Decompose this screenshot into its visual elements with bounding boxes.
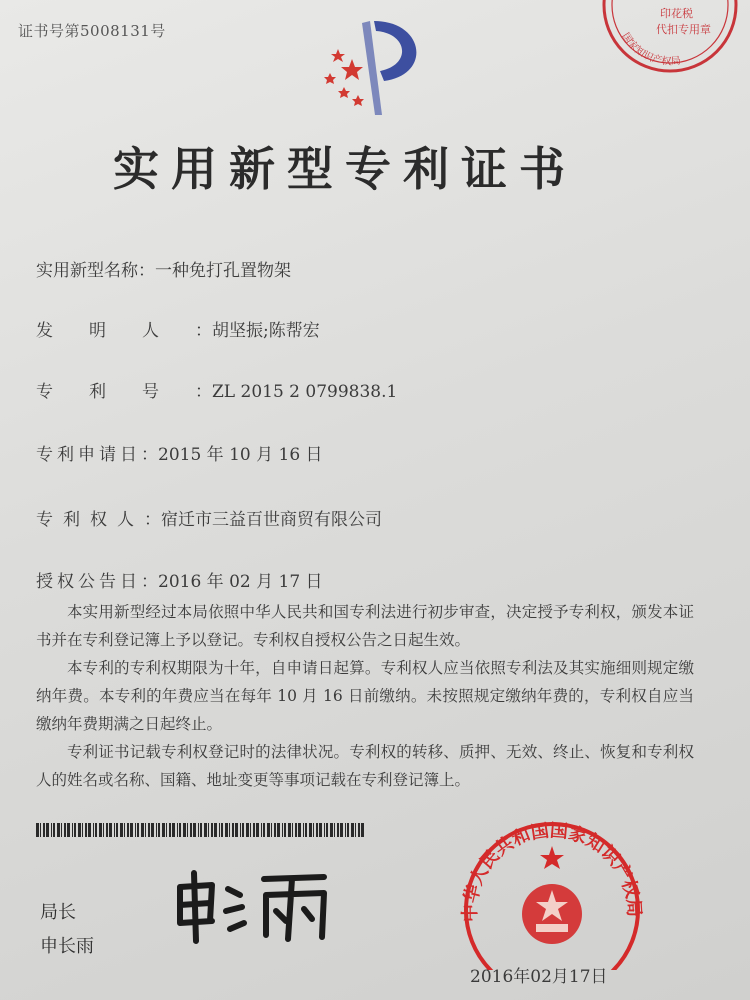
barcode-bar xyxy=(183,823,186,837)
barcode-bar xyxy=(187,823,188,837)
barcode-bar xyxy=(211,823,213,837)
barcode-bar xyxy=(277,823,280,837)
barcode-bar xyxy=(57,823,60,837)
barcode-bar xyxy=(361,823,364,837)
field-label: 专利申请日 xyxy=(36,445,141,465)
certificate-number: 证书号第5008131号 xyxy=(18,22,166,40)
barcode-bar xyxy=(82,823,83,837)
barcode-bar xyxy=(330,823,333,837)
barcode-bar xyxy=(78,823,81,837)
barcode-bar xyxy=(298,823,301,837)
barcode-bar xyxy=(40,823,41,837)
barcode-bar xyxy=(256,823,259,837)
paragraph: 专利证书记载专利权登记时的法律状况。专利权的转移、质押、无效、终止、恢复和专利权人的姓名或名称、国籍、地址变更等事项记载在专利登记簿上。 xyxy=(36,743,694,789)
barcode-bar xyxy=(313,823,314,837)
svg-text:中华人民共和国国家知识产权局: 中华人民共和国国家知识产权局 xyxy=(459,820,645,923)
barcode-bar xyxy=(337,823,339,837)
director-name: 申长雨 xyxy=(40,936,94,957)
field-label: 实用新型名称 xyxy=(36,261,138,281)
field-label: 发明人 xyxy=(36,321,195,341)
barcode-bar xyxy=(263,823,265,837)
barcode-bar xyxy=(235,823,238,837)
barcode-bar xyxy=(232,823,234,837)
barcode-bar xyxy=(326,823,328,837)
barcode-bar xyxy=(261,823,262,837)
barcode-bar xyxy=(345,823,346,837)
certificate-body xyxy=(36,598,694,794)
barcode-bar xyxy=(225,823,228,837)
field-value: 胡坚振;陈帮宏 xyxy=(212,321,320,341)
barcode-bar xyxy=(162,823,165,837)
svg-text:印花税: 印花税 xyxy=(660,7,693,20)
barcode-bar xyxy=(61,823,62,837)
barcode-bar xyxy=(64,823,66,837)
field-grant-date: 授权公告日：2016 年 02 月 17 日 xyxy=(36,567,323,592)
barcode-bar xyxy=(271,823,272,837)
barcode-bar xyxy=(116,823,118,837)
barcode-bar xyxy=(43,823,45,837)
barcode-bar xyxy=(46,823,49,837)
barcode-bar xyxy=(166,823,167,837)
field-value: 2016 年 02 月 17 日 xyxy=(158,572,323,592)
barcode-bar xyxy=(51,823,52,837)
barcode-bar xyxy=(292,823,293,837)
official-seal xyxy=(452,810,652,974)
barcode-bar xyxy=(179,823,181,837)
cnipa-logo xyxy=(300,15,440,119)
field-label: 授权公告日 xyxy=(36,572,141,592)
barcode-bar xyxy=(151,823,154,837)
barcode-bar xyxy=(99,823,102,837)
barcode-bar xyxy=(200,823,202,837)
barcode-bar xyxy=(282,823,283,837)
barcode-bar xyxy=(204,823,207,837)
barcode-bar xyxy=(358,823,360,837)
barcode-bar xyxy=(190,823,192,837)
barcode-bar xyxy=(208,823,209,837)
barcode-bar xyxy=(36,823,39,837)
barcode-bar xyxy=(93,823,94,837)
barcode-bar xyxy=(305,823,307,837)
barcode-bar xyxy=(172,823,175,837)
barcode-bar xyxy=(158,823,160,837)
barcode-bar xyxy=(250,823,251,837)
field-value: ZL 2015 2 0799838.1 xyxy=(212,382,398,402)
barcode-bar xyxy=(214,823,217,837)
barcode-bar xyxy=(88,823,91,837)
barcode-bar xyxy=(67,823,70,837)
barcode-bar xyxy=(109,823,112,837)
barcode-bar xyxy=(114,823,115,837)
barcode-bar xyxy=(316,823,318,837)
barcode-bar xyxy=(130,823,133,837)
barcode-bar xyxy=(156,823,157,837)
director-signature xyxy=(160,865,360,949)
barcode-bar xyxy=(295,823,297,837)
director-title: 局长 xyxy=(40,902,76,923)
barcode-bar xyxy=(229,823,230,837)
barcode-bar xyxy=(135,823,136,837)
barcode-bar xyxy=(284,823,286,837)
barcode-bar xyxy=(240,823,241,837)
certificate-title: 实用新型专利证书 xyxy=(113,142,577,196)
barcode-bar xyxy=(145,823,146,837)
barcode-bar xyxy=(242,823,244,837)
barcode-bar xyxy=(124,823,125,837)
barcode-bar xyxy=(355,823,356,837)
field-value: 一种免打孔置物架 xyxy=(155,261,291,281)
barcode-bar xyxy=(137,823,139,837)
barcode-bar xyxy=(72,823,73,837)
barcode xyxy=(36,822,366,841)
paragraph: 本实用新型经过本局依照中华人民共和国专利法进行初步审查，决定授予专利权，颁发本证书并在专利登记簿上予以登记。专利权自授权公告之日起生效。 xyxy=(36,603,694,649)
field-patentee: 专利权人：宿迁市三益百世商贸有限公司 xyxy=(36,505,382,530)
barcode-bar xyxy=(169,823,171,837)
barcode-bar xyxy=(95,823,97,837)
barcode-bar xyxy=(334,823,335,837)
svg-text:国家知识产权局: 国家知识产权局 xyxy=(619,31,682,68)
tax-stamp xyxy=(598,0,748,81)
barcode-bar xyxy=(106,823,108,837)
field-value: 宿迁市三益百世商贸有限公司 xyxy=(161,510,382,530)
field-label: 专利权人 xyxy=(36,510,144,530)
barcode-bar xyxy=(103,823,104,837)
barcode-bar xyxy=(340,823,343,837)
barcode-bar xyxy=(351,823,354,837)
seal-date: 2016年02月17日 xyxy=(470,967,608,987)
barcode-bar xyxy=(253,823,255,837)
barcode-bar xyxy=(193,823,196,837)
barcode-bar xyxy=(85,823,87,837)
field-inventor: 发明人：胡坚振;陈帮宏 xyxy=(36,316,320,341)
barcode-bar xyxy=(246,823,249,837)
barcode-bar xyxy=(221,823,223,837)
barcode-bar xyxy=(274,823,276,837)
barcode-bar xyxy=(347,823,349,837)
barcode-bar xyxy=(288,823,291,837)
barcode-bar xyxy=(177,823,178,837)
barcode-bar xyxy=(141,823,144,837)
barcode-bar xyxy=(148,823,150,837)
barcode-bar xyxy=(267,823,270,837)
field-name: 实用新型名称：一种免打孔置物架 xyxy=(36,256,291,281)
barcode-bar xyxy=(127,823,129,837)
barcode-bar xyxy=(198,823,199,837)
barcode-bar xyxy=(219,823,220,837)
barcode-bar xyxy=(120,823,123,837)
field-value: 2015 年 10 月 16 日 xyxy=(158,445,323,465)
barcode-bar xyxy=(303,823,304,837)
svg-text:代扣专用章: 代扣专用章 xyxy=(656,23,711,36)
barcode-bar xyxy=(319,823,322,837)
field-application-date: 专利申请日：2015 年 10 月 16 日 xyxy=(36,440,323,465)
barcode-bar xyxy=(53,823,55,837)
field-patent-number: 专利号：ZL 2015 2 0799838.1 xyxy=(36,377,397,402)
field-label: 专利号 xyxy=(36,382,195,402)
paragraph: 本专利的专利权期限为十年，自申请日起算。专利权人应当依照专利法及其实施细则规定缴纳年费。本专利的年费应当在每年 10 月 16 日前缴纳。未按照规定缴纳年费的，专利权自应当缴纳年费期满之日起终止。 xyxy=(36,659,694,733)
barcode-bar xyxy=(74,823,76,837)
barcode-bar xyxy=(309,823,312,837)
barcode-bar xyxy=(324,823,325,837)
